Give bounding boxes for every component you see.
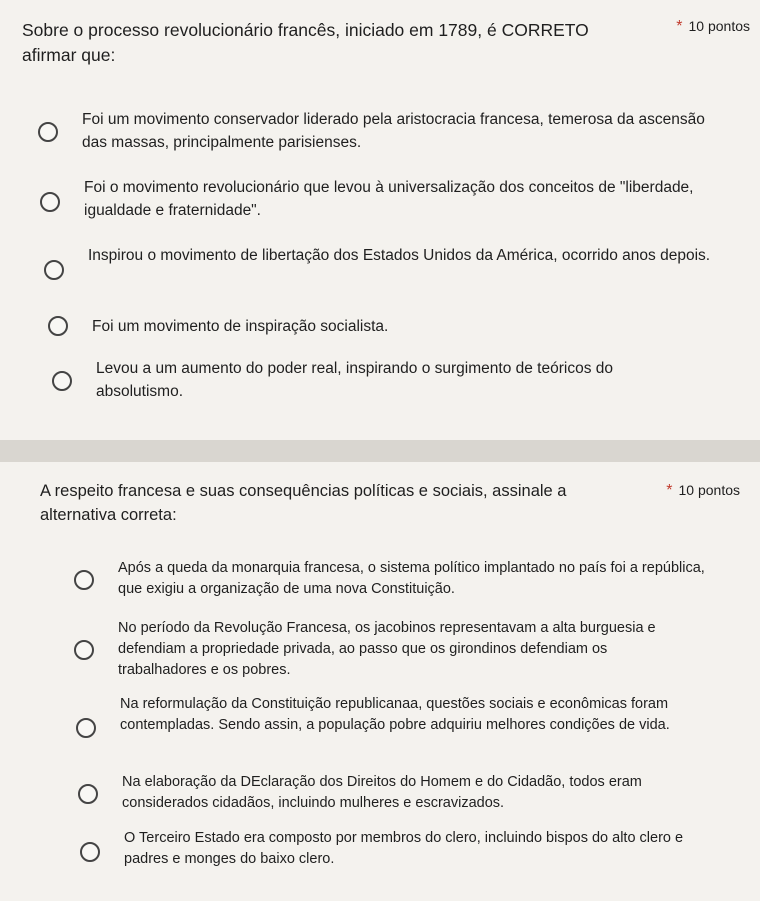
option-q2-d[interactable] bbox=[78, 772, 718, 814]
question-points-1: 10 pontos bbox=[688, 18, 750, 34]
radio-q2-e[interactable] bbox=[80, 842, 100, 862]
option-label-q2-c: Na reformulação da Constituição republicanaa, questões sociais e econômicas foram contempladas. Sendo assin, a população pobre adquiriu melhores condições de vida. bbox=[120, 696, 670, 734]
question-points-2: 10 pontos bbox=[678, 482, 740, 498]
radio-q2-d[interactable] bbox=[78, 784, 98, 804]
option-label-q2-a: Após a queda da monarquia francesa, o sistema político implantado no país foi a república, que exigiu a organização de uma nova Constituição. bbox=[118, 560, 705, 598]
option-label-q2-b: No período da Revolução Francesa, os jacobinos representavam a alta burguesia e defendiam a propriedade privada, ao passo que os girondinos defendiam os trabalhadores e os pobres. bbox=[118, 620, 656, 679]
option-label-q1-d: Foi um movimento de inspiração socialista. bbox=[92, 318, 389, 335]
option-q1-e[interactable] bbox=[52, 357, 652, 404]
option-label-q2-e: O Terceiro Estado era composto por membros do clero, incluindo bispos do alto clero e padres e monges do baixo clero. bbox=[124, 830, 684, 868]
radio-q2-c[interactable] bbox=[76, 718, 96, 738]
radio-q1-c[interactable] bbox=[44, 260, 64, 280]
question-card-2 bbox=[0, 462, 760, 901]
option-q1-b[interactable] bbox=[40, 176, 700, 223]
option-label-q1-e: Levou a um aumento do poder real, inspirando o surgimento de teóricos do absolutismo. bbox=[96, 360, 613, 401]
required-mark-1: * bbox=[676, 18, 683, 35]
option-q1-c[interactable] bbox=[44, 244, 724, 280]
option-q2-c[interactable] bbox=[76, 694, 716, 738]
option-q2-a[interactable] bbox=[74, 558, 714, 600]
option-q1-d[interactable] bbox=[48, 315, 668, 338]
radio-q1-a[interactable] bbox=[38, 122, 58, 142]
question-card-1 bbox=[0, 0, 760, 440]
option-label-q1-a: Foi um movimento conservador liderado pela aristocracia francesa, temerosa da ascensão das massas, principalmente parisienses. bbox=[82, 111, 705, 152]
radio-q1-e[interactable] bbox=[52, 371, 72, 391]
option-q2-e[interactable] bbox=[80, 828, 710, 870]
question-title-2: A respeito francesa e suas consequências políticas e sociais, assinale a alternativa correta: bbox=[40, 482, 567, 524]
radio-q2-a[interactable] bbox=[74, 570, 94, 590]
question-header-2 bbox=[0, 462, 760, 528]
question-header-1 bbox=[0, 0, 760, 69]
option-label-q2-d: Na elaboração da DEclaração dos Direitos do Homem e do Cidadão, todos eram considerados cidadãos, incluindo mulheres e escravizados. bbox=[122, 774, 642, 812]
radio-q1-b[interactable] bbox=[40, 192, 60, 212]
radio-q1-d[interactable] bbox=[48, 316, 68, 336]
question-title-1: Sobre o processo revolucionário francês, iniciado em 1789, é CORRETO afirmar que: bbox=[22, 20, 589, 66]
option-label-q1-b: Foi o movimento revolucionário que levou à universalização dos conceitos de "liberdade, igualdade e fraternidade". bbox=[84, 179, 694, 220]
required-mark-2: * bbox=[666, 482, 673, 499]
option-q1-a[interactable] bbox=[38, 108, 718, 155]
question-meta-1 bbox=[676, 18, 750, 36]
option-label-q1-c: Inspirou o movimento de libertação dos Estados Unidos da América, ocorrido anos depois. bbox=[88, 247, 711, 264]
option-q2-b[interactable] bbox=[74, 618, 694, 681]
radio-q2-b[interactable] bbox=[74, 640, 94, 660]
question-meta-2 bbox=[666, 482, 740, 500]
